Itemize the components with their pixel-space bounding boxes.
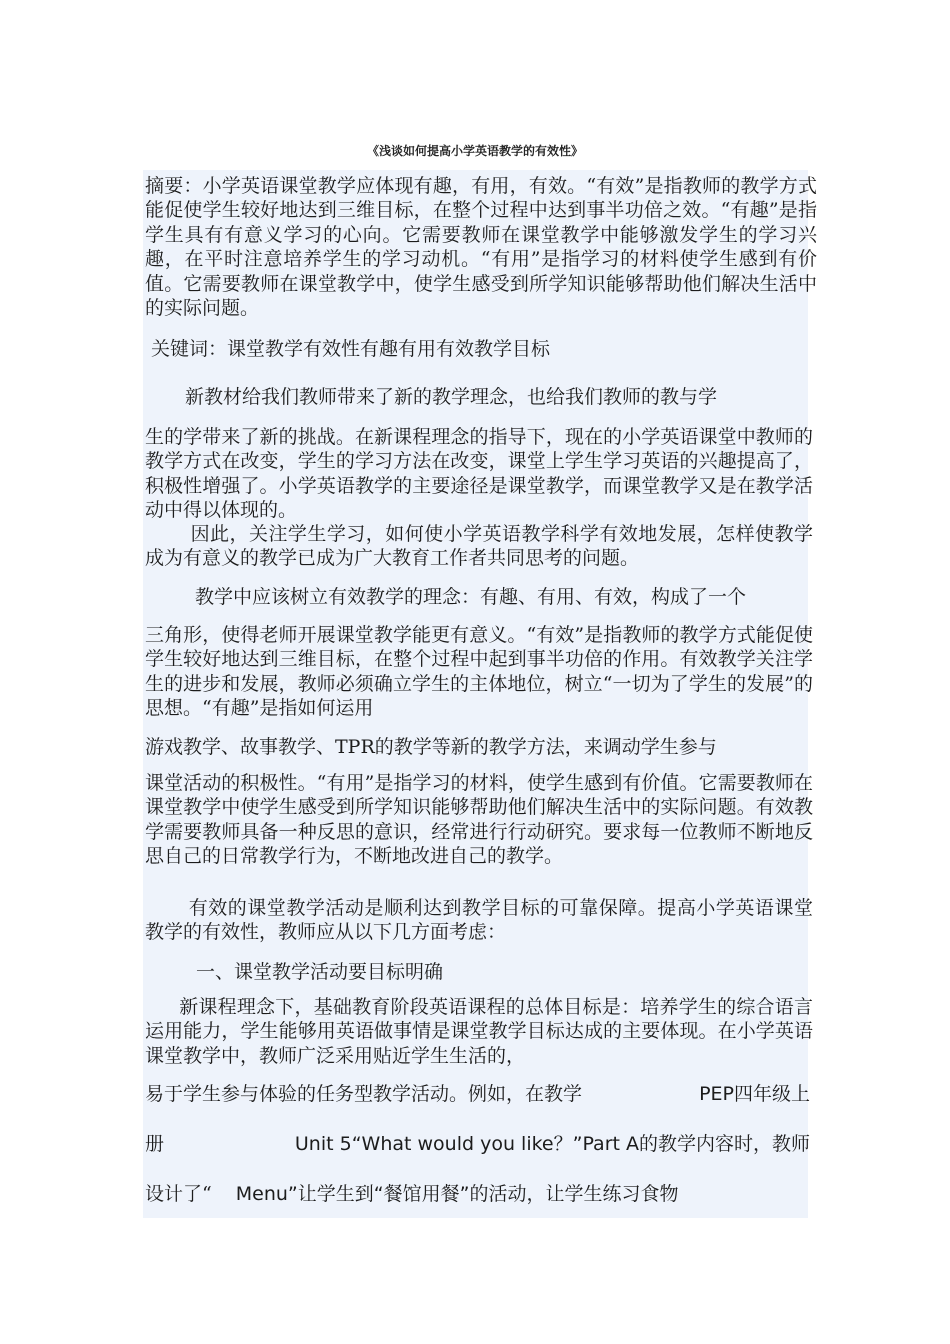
section-heading-1: 一、课堂教学活动要目标明确: [196, 961, 444, 983]
keywords-line: 关键词：课堂教学有效性有趣有用有效教学目标: [151, 338, 551, 360]
tpr-line-text: 游戏教学、故事教学、TPR的教学等新的教学方法，来调动学生参与: [145, 736, 717, 758]
paragraph-1-body: 生的学带来了新的挑战。在新课程理念的指导下，现在的小学英语课堂中教师的教学方式在改变，学生的学习方法在改变，课堂上学生学习英语的兴趣提高了，积极性增强了。小学英语教学的主要途径是课堂教学，而课堂教学又是在教学活动中得以体现的。: [145, 426, 813, 522]
paragraph-3-continued: 课堂活动的积极性。“有用”是指学习的材料，使学生感到有价值。它需要教师在课堂教学中使学生感受到所学知识能够帮助他们解决生活中的实际问题。有效教学需要教师具备一种反思的意识，经常进行行动研究。要求每一位教师不断地反思自己的日常教学行为，不断地改进自己的教学。: [145, 772, 813, 868]
abstract-paragraph: 摘要：小学英语课堂教学应体现有趣，有用，有效。“有效”是指教师的教学方式能促使学生较好地达到三维目标，在整个过程中达到事半功倍之效。“有趣”是指学生具有有意义学习的心向。它需要教师在课堂教学中能够激发学生的学习兴趣，在平时注意培养学生的学习动机。“有用”是指学习的材料使学生感到有价值。它需要教师在课堂教学中，使学生感受到所学知识能够帮助他们解决生活中的实际问题。: [145, 175, 817, 320]
document-title: 《浅谈如何提高小学英语教学的有效性》: [366, 144, 583, 158]
line-5-text-a: 册: [145, 1133, 165, 1155]
paragraph-5-line-6: [145, 1182, 810, 1206]
line-6-text-a: 设计了“: [145, 1183, 212, 1205]
line-5-text-b: Unit 5“What would you like？”Part A的教学内容时，教师: [294, 1133, 810, 1155]
paragraph-1-first-line: 新教材给我们教师带来了新的教学理念，也给我们教师的教与学: [185, 386, 718, 408]
paragraph-4: 有效的课堂教学活动是顺利达到教学目标的可靠保障。提高小学英语课堂教学的有效性，教师应从以下几方面考虑：: [145, 897, 813, 944]
paragraph-2: 因此，关注学生学习，如何使小学英语教学科学有效地发展，怎样使教学成为有意义的教学已成为广大教育工作者共同思考的问题。: [145, 523, 813, 570]
line-6-text-b: Menu”让学生到“餐馆用餐”的活动，让学生练习食物: [235, 1183, 679, 1205]
line-4-text-b: PEP四年级上: [699, 1083, 810, 1105]
line-4-text-a: 易于学生参与体验的任务型教学活动。例如，在教学: [145, 1083, 583, 1105]
paragraph-5: 新课程理念下，基础教育阶段英语课程的总体目标是：培养学生的综合语言运用能力，学生能够用英语做事情是课堂教学目标达成的主要体现。在小学英语课堂教学中，教师广泛采用贴近学生生活的，: [145, 996, 813, 1067]
paragraph-3-body: 三角形，使得老师开展课堂教学能更有意义。“有效”是指教师的教学方式能促使学生较好地达到三维目标，在整个过程中起到事半功倍的作用。有效教学关注学生的进步和发展，教师必须确立学生的主体地位，树立“一切为了学生的发展”的思想。“有趣”是指如何运用: [145, 624, 813, 720]
paragraph-5-line-4: [145, 1082, 810, 1106]
paragraph-3-tpr-line: [145, 735, 810, 759]
paragraph-5-line-5: [145, 1132, 810, 1156]
paragraph-3-first-line: 教学中应该树立有效教学的理念：有趣、有用、有效，构成了一个: [195, 586, 747, 608]
